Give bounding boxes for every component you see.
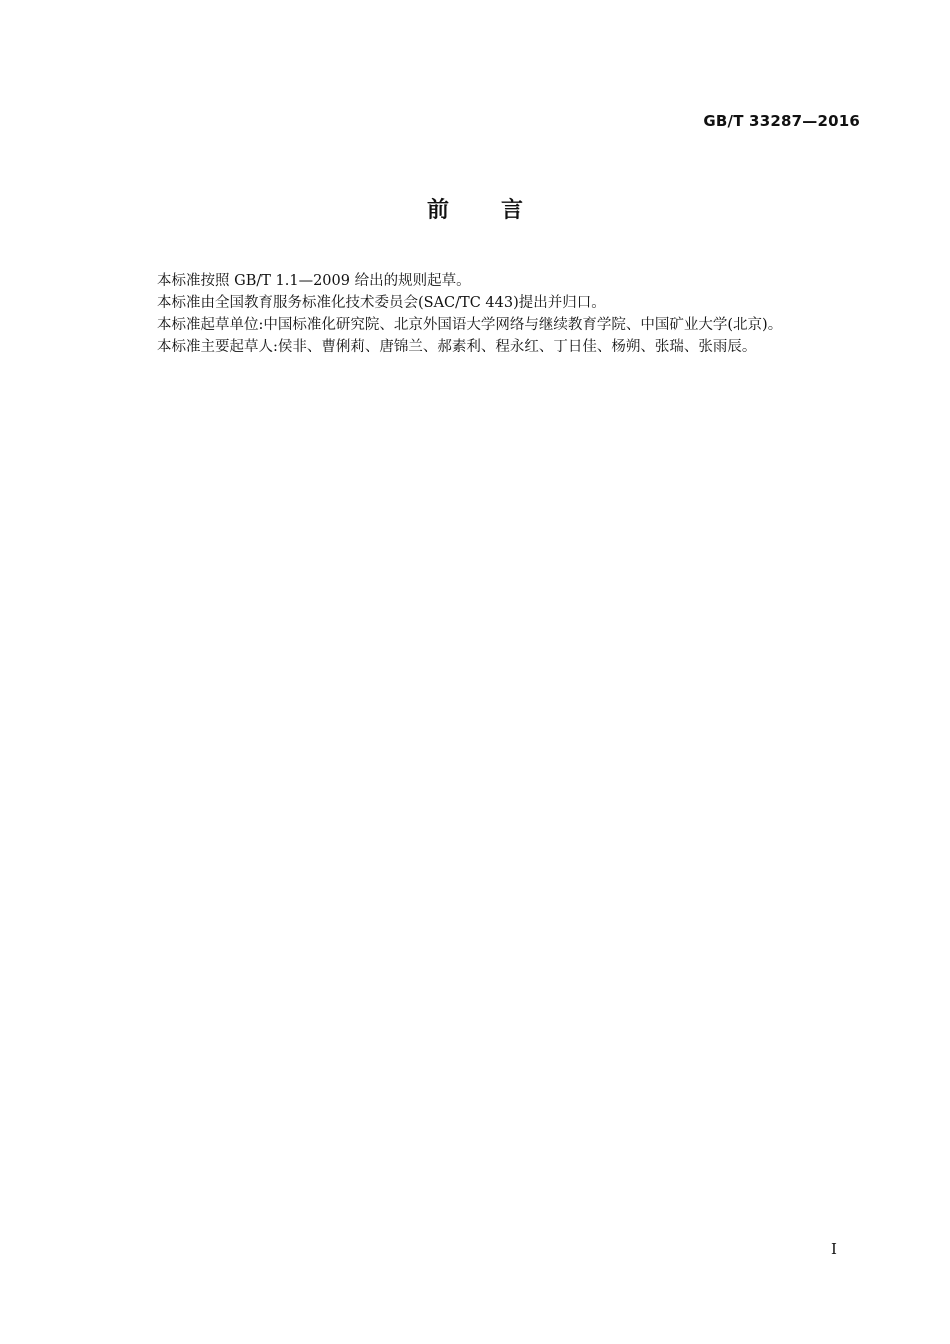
page-number: I (831, 1240, 837, 1258)
paragraph-drafting-rules: 本标准按照 GB/T 1.1—2009 给出的规则起草。 (157, 273, 471, 289)
body-text (157, 270, 877, 358)
standard-number: GB/T 33287—2016 (703, 112, 860, 130)
paragraph-proposed-by: 本标准由全国教育服务标准化技术委员会(SAC/TC 443)提出并归口。 (157, 295, 606, 311)
section-title: 前言 (426, 198, 575, 223)
paragraph-main-drafters: 本标准主要起草人:侯非、曹俐莉、唐锦兰、郝素利、程永红、丁日佳、杨朔、张瑞、张雨辰。 (157, 339, 757, 355)
paragraph-drafting-units: 本标准起草单位:中国标准化研究院、北京外国语大学网络与继续教育学院、中国矿业大学(北京)。 (157, 317, 783, 333)
